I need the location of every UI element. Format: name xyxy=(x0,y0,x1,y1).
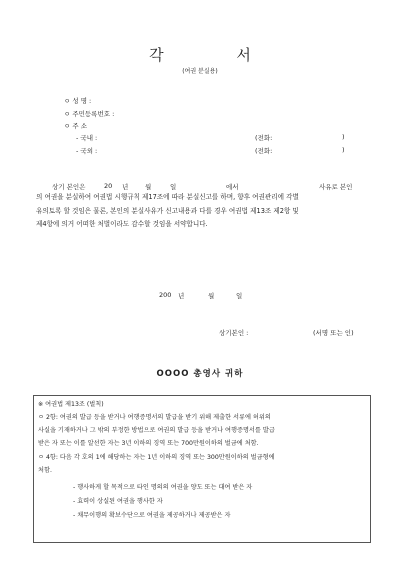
domestic-phone-label: (전화: xyxy=(255,134,273,142)
address-label: ㅇ 주 소 xyxy=(64,122,87,130)
name-label: ㅇ 성 명 : xyxy=(64,97,92,105)
rrn-label: ㅇ 주민등록번호 : xyxy=(64,110,115,118)
law-heading: ※ 여권법 제13조 (벌칙) xyxy=(38,401,104,408)
document-subtitle: (여권 분실용) xyxy=(182,68,218,75)
pledge-line-3: 유의토록 할 것임은 물론, 본인의 분실사유가 신고내용과 다를 경우 여권법 제13조 제2항 및 xyxy=(36,206,299,215)
date-year-unit: 년 xyxy=(178,292,185,300)
pledge-year: 20 xyxy=(104,182,113,190)
pledge-reason: 사유로 본인 xyxy=(319,183,353,191)
law-p2-line3: 받은 자 또는 이를 알선한 자는 3년 이하의 징역 또는 700만원이하의 벌금에 처함. xyxy=(38,440,259,447)
signature-hint: (서명 또는 인) xyxy=(313,329,354,337)
date-year: 200 xyxy=(159,291,172,299)
foreign-phone-label: (전화: xyxy=(255,147,273,155)
pledge-intro: 상기 본인은 xyxy=(52,183,86,191)
signature-label: 상기본인 : xyxy=(219,329,249,337)
pledge-year-unit: 년 xyxy=(122,183,129,191)
pledge-line-2: 의 여권을 분실하여 여권법 시행규칙 제17조에 따라 분실신고를 하며, 향후 여권관리에 각별 xyxy=(36,193,299,201)
law-p2-line1: ㅇ 2항: 여권의 발급 등을 받거나 여행증명서의 발급을 받기 위해 제출한 서류에 허위의 xyxy=(38,414,271,421)
domestic-address-label: - 국내 : xyxy=(76,134,98,142)
document-title: 각 서 xyxy=(149,46,285,64)
law-p4-line1: ㅇ 4항: 다음 각 호의 1에 해당하는 자는 1년 이하의 징역 또는 300만원이하의 벌금형에 xyxy=(38,454,275,461)
law-notice-box xyxy=(33,395,371,543)
foreign-address-label: - 국외 : xyxy=(76,147,98,155)
law-p2-line2: 사실을 기재하거나 그 밖의 부정한 방법으로 여권의 발급 등을 받거나 여행증명서를 발급 xyxy=(38,427,275,434)
law-p4-line2: 처함. xyxy=(38,467,52,474)
recipient-office: OOOO 총영사 귀하 xyxy=(156,369,244,379)
law-item-3: - 채무이행의 확보수단으로 여권을 제공하거나 제공받은 자 xyxy=(73,512,231,519)
pledge-body xyxy=(36,191,371,232)
law-item-2: - 효력이 상실된 여권을 행사한 자 xyxy=(73,498,163,505)
pledge-day-unit: 일 xyxy=(170,183,177,191)
date-day-unit: 일 xyxy=(236,292,243,300)
law-item-1: - 행사하게 할 목적으로 타인 명의의 여권을 양도 또는 대여 받은 자 xyxy=(73,484,253,491)
pledge-month-unit: 월 xyxy=(145,183,152,191)
pledge-line-4: 제4항에 의거 어떠한 처벌이라도 감수할 것임을 서약합니다. xyxy=(36,220,208,228)
pledge-place: 에서 xyxy=(226,183,239,191)
foreign-phone-close: ) xyxy=(342,146,345,154)
domestic-phone-close: ) xyxy=(342,133,345,141)
date-month-unit: 월 xyxy=(208,292,215,300)
